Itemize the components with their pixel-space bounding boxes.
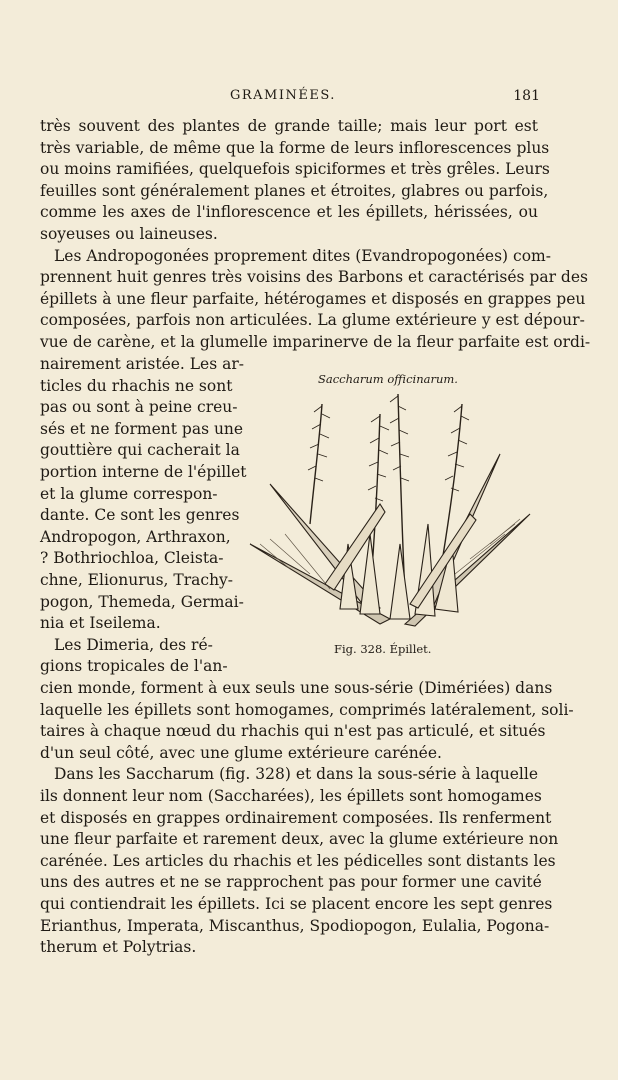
text-line: uns des autres et ne se rapprochent pas pour former une cavité — [40, 873, 542, 892]
text-line: très variable, de même que la forme de leurs inflorescences plus — [40, 138, 550, 157]
figure-title: Saccharum officinarum. — [318, 372, 458, 386]
text-line: ils donnent leur nom (Saccharées), les épillets sont homogames — [40, 786, 542, 805]
sugarcane-spikelet-illustration — [230, 394, 540, 638]
text-line: Les Dimeria, des ré- — [54, 635, 213, 654]
text-line: ou moins ramifiées, quelquefois spiciformes et très grêles. Leurs — [40, 160, 550, 179]
text-line: très souvent des plantes de grande taille; mais leur port est — [40, 117, 538, 135]
paragraph-block-top — [40, 116, 591, 354]
text-line: ticles du rhachis ne sont — [40, 376, 233, 395]
figure-caption: Fig. 328. Épillet. — [334, 642, 432, 656]
text-line: et disposés en grappes ordinairement composées. Ils renferment — [40, 808, 552, 827]
glume-shape — [390, 544, 410, 619]
text-line: Dans les Saccharum (fig. 328) et dans la sous-série à laquelle — [54, 765, 538, 784]
text-line: gions tropicales de l'an- — [40, 657, 228, 676]
text-line: épillets à une fleur parfaite, hétérogames et disposés en grappes peu — [40, 289, 586, 308]
text-line: pas ou sont à peine creu- — [40, 398, 238, 417]
text-line: feuilles sont généralement planes et étroites, glabres ou parfois, — [40, 181, 549, 200]
text-line: sés et ne forment pas une — [40, 419, 244, 438]
text-line: soyeuses ou laineuses. — [40, 224, 218, 243]
text-line: Erianthus, Imperata, Miscanthus, Spodiopogon, Eulalia, Pogona- — [40, 916, 550, 935]
page-header — [40, 88, 540, 110]
text-line: taires à chaque nœud du rhachis qui n'est pas articulé, et situés — [40, 722, 546, 741]
text-line: nairement aristée. Les ar- — [40, 355, 244, 373]
text-line: cien monde, forment à eux seuls une sous-série (Dimériées) dans — [40, 679, 553, 697]
text-line: comme les axes de l'inflorescence et les épillets, hérissées, ou — [40, 203, 538, 222]
text-line: Les Andropogonées proprement dites (Evandropogonées) com- — [54, 246, 551, 265]
text-line: nia et Iseilema. — [40, 614, 161, 633]
glume-shape — [325, 504, 385, 590]
text-line: prennent huit genres très voisins des Barbons et caractérisés par des — [40, 268, 588, 287]
running-title: GRAMINÉES. — [230, 88, 336, 103]
text-line: d'un seul côté, avec une glume extérieure carénée. — [40, 743, 442, 762]
text-line: portion interne de l'épillet — [40, 462, 247, 481]
plume-stem — [310, 404, 322, 524]
text-line: laquelle les épillets sont homogames, comprimés latéralement, soli- — [40, 700, 574, 719]
text-line: vue de carène, et la glumelle imparinerve de la fleur parfaite est ordi- — [40, 332, 591, 351]
text-line: qui contiendrait les épillets. Ici se placent encore les sept genres — [40, 894, 553, 913]
text-line: Andropogon, Arthraxon, — [40, 527, 231, 546]
figure-328 — [230, 370, 550, 660]
text-line: ? Bothriochloa, Cleista- — [40, 549, 224, 568]
text-line: une fleur parfaite et rarement deux, avec la glume extérieure non — [40, 830, 559, 849]
paragraph-block-left-column — [40, 354, 247, 678]
text-line: composées, parfois non articulées. La glume extérieure y est dépour- — [40, 311, 585, 330]
text-line: et la glume correspon- — [40, 484, 218, 503]
text-line: therum et Polytrias. — [40, 938, 197, 957]
text-line: gouttière qui cacherait la — [40, 441, 240, 460]
text-line: carénée. Les articles du rhachis et les pédicelles sont distants les — [40, 851, 556, 870]
paragraph-block-bottom — [40, 678, 574, 959]
text-line: pogon, Themeda, Germai- — [40, 592, 244, 611]
text-line: dante. Ce sont les genres — [40, 506, 240, 525]
page-number: 181 — [513, 88, 540, 104]
text-line: chne, Elionurus, Trachy- — [40, 570, 234, 589]
